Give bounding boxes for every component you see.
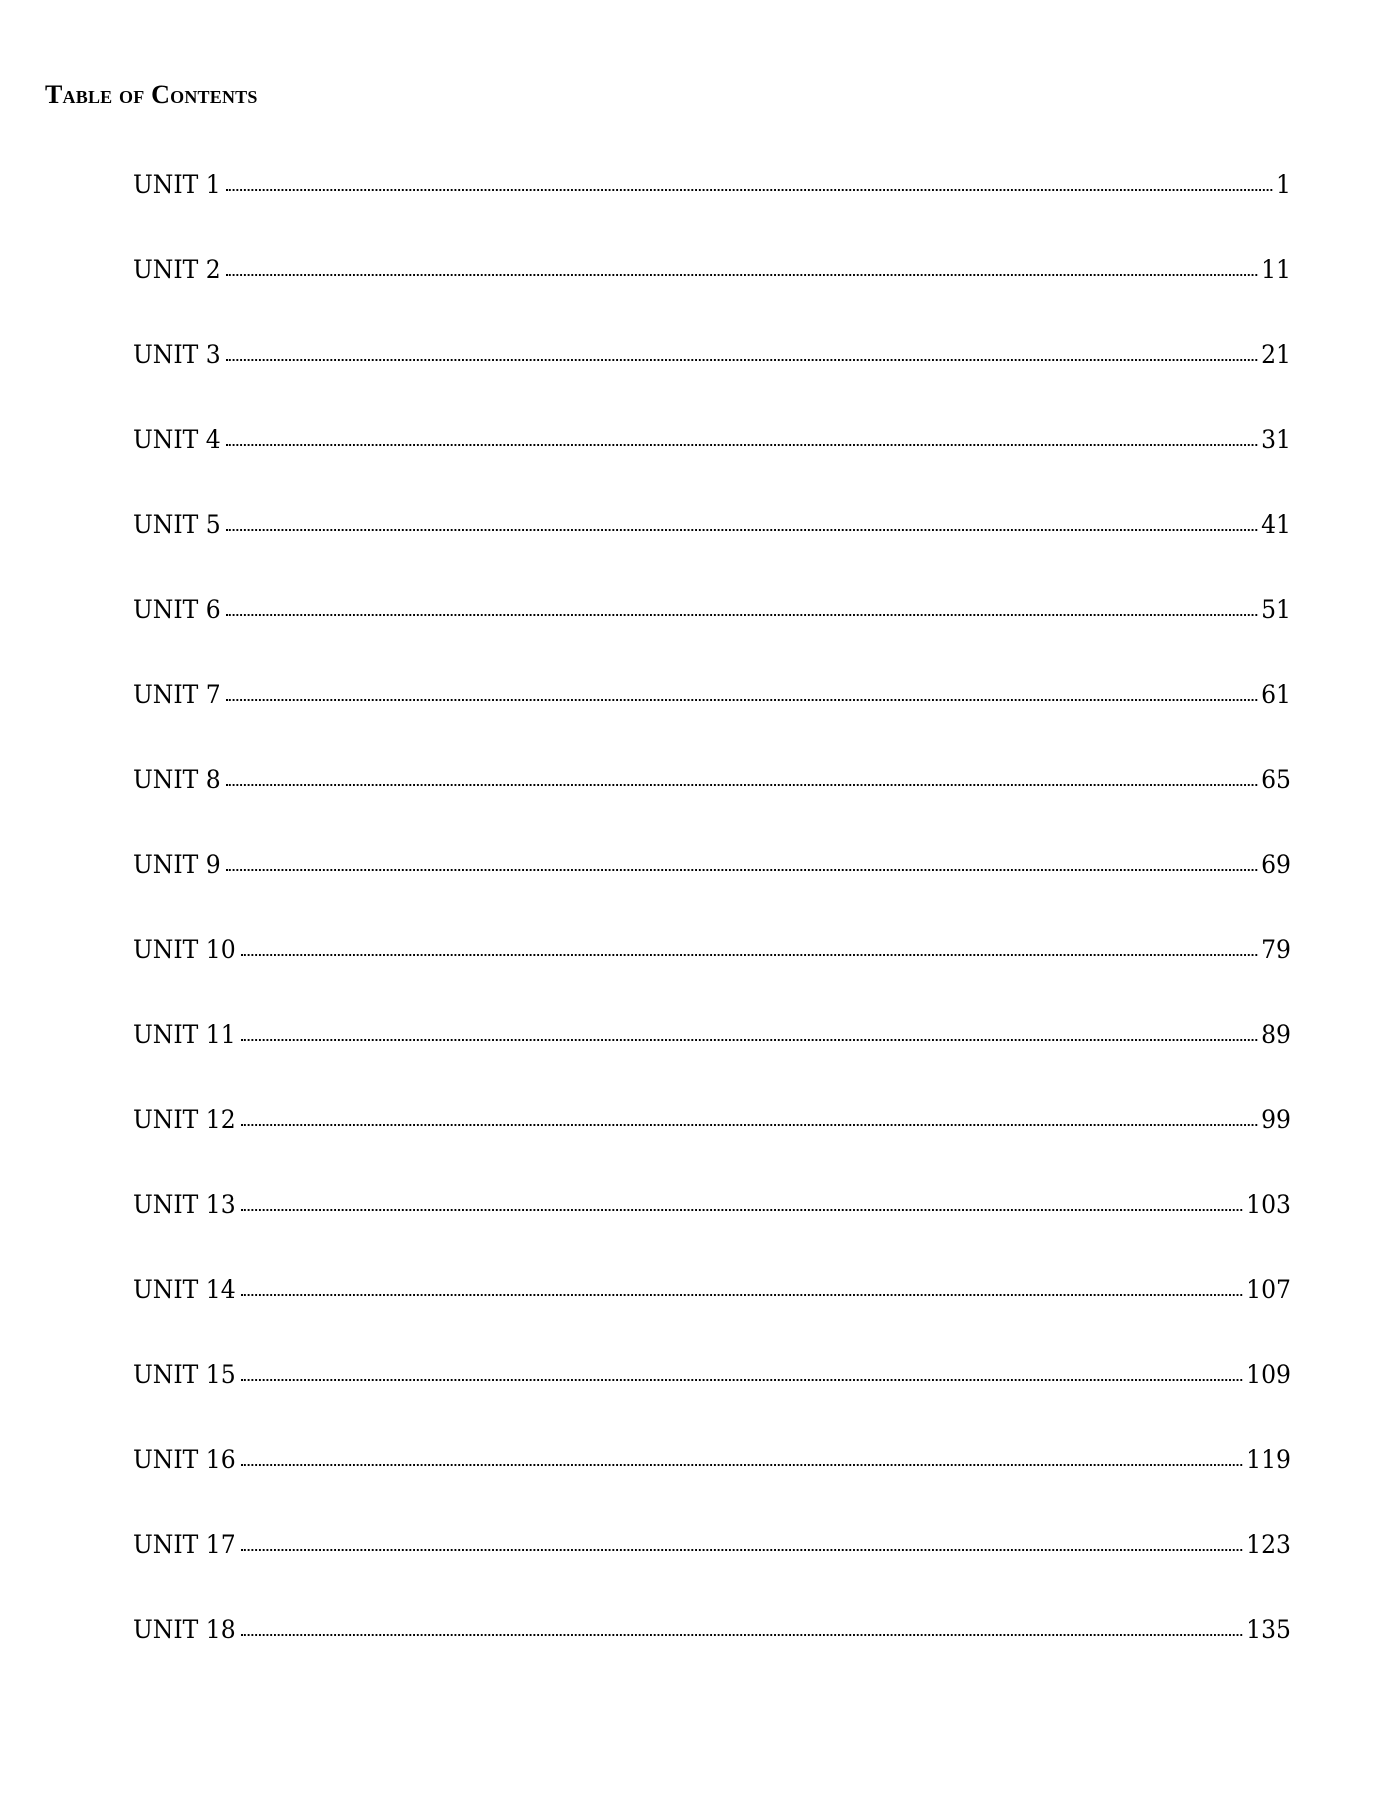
toc-entry-label: UNIT 8 (133, 765, 221, 794)
toc-entry-page: 99 (1261, 1105, 1291, 1134)
toc-list (133, 172, 1291, 1702)
toc-entry[interactable] (133, 1617, 1291, 1702)
toc-entry-label: UNIT 16 (133, 1445, 236, 1474)
toc-entry-label: UNIT 9 (133, 850, 221, 879)
dot-leader (241, 1294, 1242, 1296)
toc-entry[interactable] (133, 1022, 1291, 1107)
toc-entry-page: 1 (1276, 170, 1291, 199)
dot-leader (226, 359, 1257, 361)
toc-entry-page: 69 (1261, 850, 1291, 879)
toc-entry-page: 51 (1261, 595, 1291, 624)
toc-entry[interactable] (133, 1192, 1291, 1277)
toc-entry-page: 31 (1261, 425, 1291, 454)
toc-entry-label: UNIT 14 (133, 1275, 236, 1304)
toc-entry-label: UNIT 10 (133, 935, 236, 964)
dot-leader (241, 1209, 1242, 1211)
toc-entry-page: 61 (1261, 680, 1291, 709)
dot-leader (226, 444, 1257, 446)
dot-leader (241, 954, 1257, 956)
dot-leader (226, 529, 1257, 531)
dot-leader (226, 784, 1257, 786)
toc-entry-label: UNIT 2 (133, 255, 221, 284)
toc-entry-label: UNIT 17 (133, 1530, 236, 1559)
dot-leader (226, 189, 1272, 191)
dot-leader (226, 274, 1257, 276)
toc-entry[interactable] (133, 512, 1291, 597)
toc-entry-label: UNIT 13 (133, 1190, 236, 1219)
toc-entry[interactable] (133, 1277, 1291, 1362)
toc-entry[interactable] (133, 172, 1291, 257)
toc-entry-page: 11 (1261, 255, 1291, 284)
dot-leader (226, 699, 1257, 701)
toc-entry[interactable] (133, 1447, 1291, 1532)
toc-title: Table of Contents (45, 80, 258, 109)
toc-entry-label: UNIT 18 (133, 1615, 236, 1644)
toc-entry-label: UNIT 3 (133, 340, 221, 369)
toc-entry[interactable] (133, 257, 1291, 342)
toc-entry-page: 103 (1246, 1190, 1291, 1219)
toc-entry-label: UNIT 11 (133, 1020, 236, 1049)
toc-entry-page: 89 (1261, 1020, 1291, 1049)
toc-entry-page: 65 (1261, 765, 1291, 794)
toc-entry-label: UNIT 7 (133, 680, 221, 709)
toc-entry[interactable] (133, 1107, 1291, 1192)
dot-leader (226, 869, 1257, 871)
toc-entry-label: UNIT 5 (133, 510, 221, 539)
toc-entry[interactable] (133, 682, 1291, 767)
toc-entry-label: UNIT 4 (133, 425, 221, 454)
dot-leader (241, 1634, 1242, 1636)
toc-entry[interactable] (133, 1532, 1291, 1617)
toc-entry[interactable] (133, 767, 1291, 852)
dot-leader (226, 614, 1257, 616)
toc-entry-label: UNIT 12 (133, 1105, 236, 1134)
toc-entry[interactable] (133, 342, 1291, 427)
dot-leader (241, 1464, 1242, 1466)
toc-entry[interactable] (133, 1362, 1291, 1447)
toc-entry-page: 109 (1246, 1360, 1291, 1389)
dot-leader (241, 1124, 1257, 1126)
toc-entry-page: 41 (1261, 510, 1291, 539)
dot-leader (241, 1379, 1242, 1381)
toc-entry[interactable] (133, 597, 1291, 682)
toc-entry[interactable] (133, 937, 1291, 1022)
toc-entry-label: UNIT 15 (133, 1360, 236, 1389)
dot-leader (241, 1039, 1257, 1041)
toc-entry[interactable] (133, 427, 1291, 512)
toc-entry-page: 21 (1261, 340, 1291, 369)
toc-entry-label: UNIT 1 (133, 170, 221, 199)
toc-entry-page: 119 (1246, 1445, 1291, 1474)
toc-entry-page: 135 (1246, 1615, 1291, 1644)
toc-entry-page: 107 (1246, 1275, 1291, 1304)
toc-entry-page: 79 (1261, 935, 1291, 964)
toc-entry[interactable] (133, 852, 1291, 937)
toc-entry-label: UNIT 6 (133, 595, 221, 624)
dot-leader (241, 1549, 1242, 1551)
toc-entry-page: 123 (1246, 1530, 1291, 1559)
